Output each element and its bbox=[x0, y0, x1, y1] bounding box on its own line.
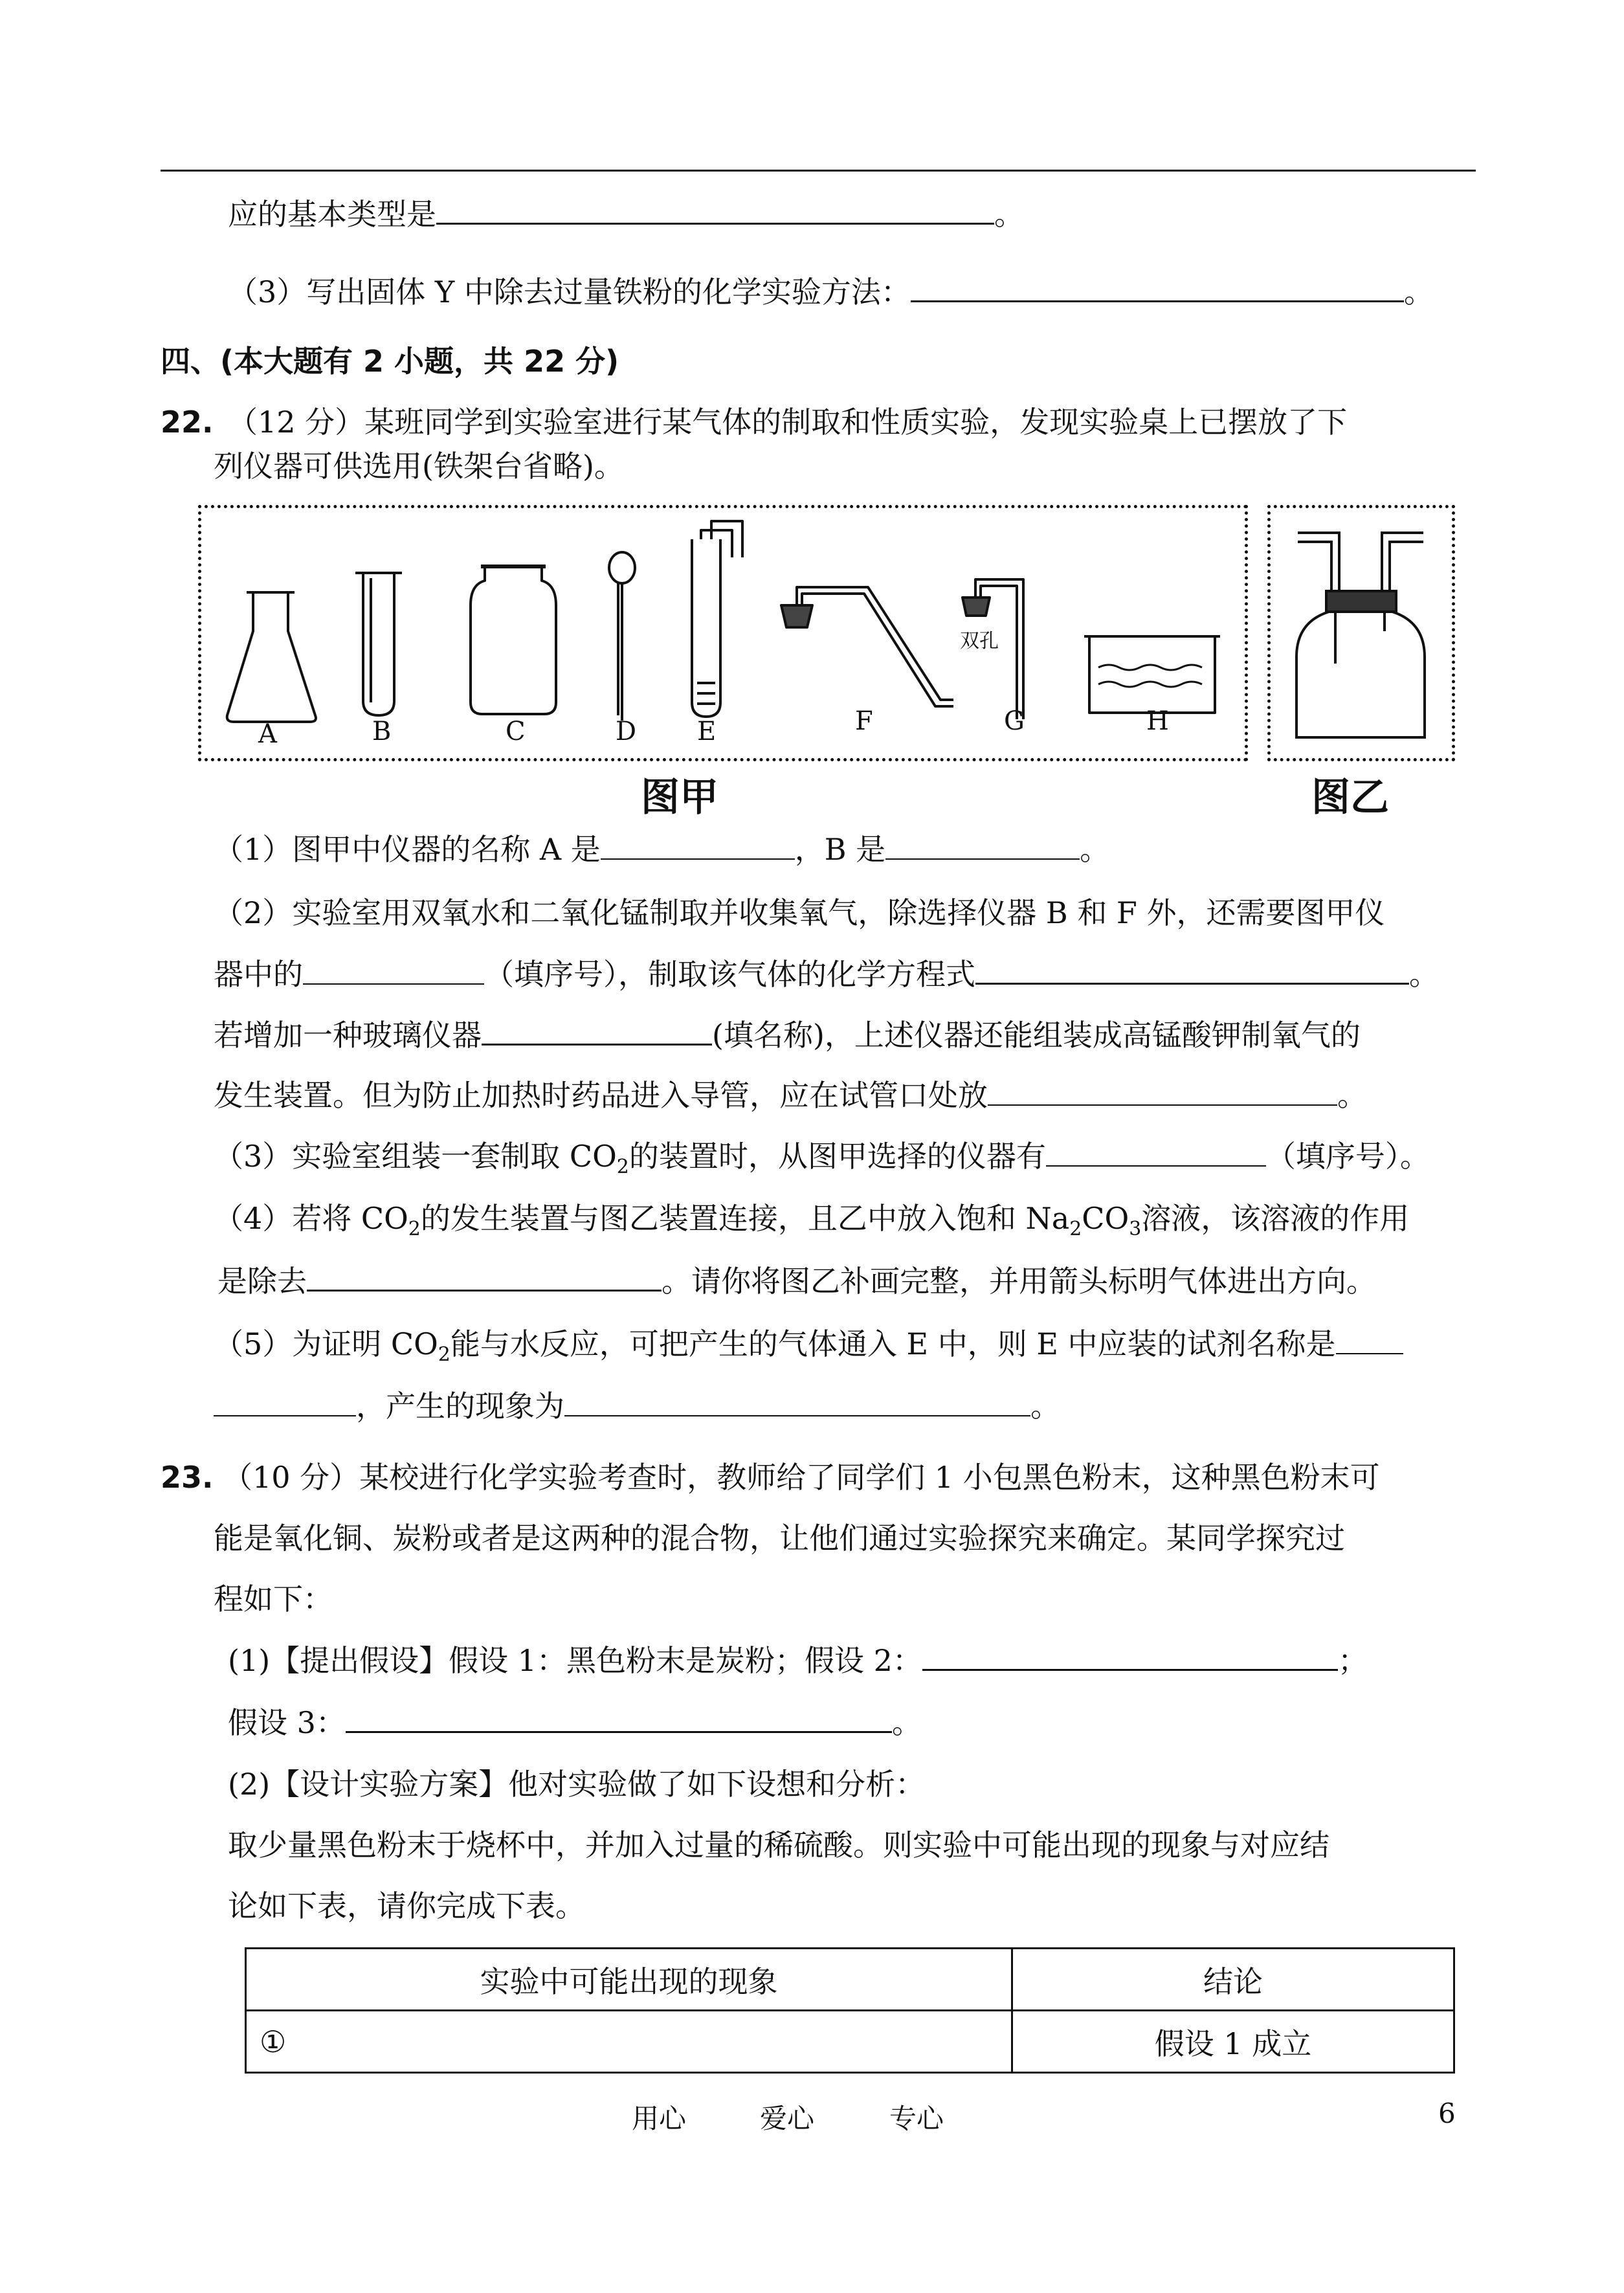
section-title: 四、(本大题有 2 小题，共 22 分) bbox=[161, 344, 619, 379]
prev-punct: 。 bbox=[994, 197, 1024, 232]
answer-blank[interactable] bbox=[346, 1703, 892, 1733]
q22-p2-text-g: 。 bbox=[1337, 1078, 1367, 1113]
q23-h2-text: 假设 3： bbox=[228, 1705, 346, 1740]
figure-yi-panel bbox=[1267, 505, 1455, 761]
subscript: 2 bbox=[616, 1156, 629, 1179]
prev-line bbox=[228, 194, 1024, 234]
apparatus-label-g: G bbox=[1004, 706, 1025, 736]
answer-blank[interactable] bbox=[975, 954, 1409, 985]
footer-item: 爱心 bbox=[760, 2103, 815, 2134]
answer-blank[interactable] bbox=[482, 1015, 712, 1046]
q23-design-line3: 论如下表，请你完成下表。 bbox=[228, 1888, 585, 1923]
answer-blank[interactable] bbox=[436, 194, 994, 225]
gas-jar-icon bbox=[471, 566, 556, 714]
q22-p2-text-f: 发生装置。但为防止加热时药品进入导管，应在试管口处放 bbox=[214, 1078, 988, 1113]
tube-with-inlet-icon bbox=[692, 539, 720, 717]
table-header-row bbox=[246, 1949, 1454, 2011]
inlet-tube-icon bbox=[1298, 542, 1331, 592]
apparatus-label-c: C bbox=[506, 717, 526, 746]
q23-h1-punct: ； bbox=[1337, 1643, 1368, 1678]
q22-p2-text-d: 若增加一种玻璃仪器 bbox=[214, 1018, 482, 1053]
answer-blank[interactable] bbox=[988, 1076, 1337, 1106]
apparatus-label-e: E bbox=[697, 717, 717, 746]
q23-line-1: （10 分）某校进行化学实验考查时，教师给了同学们 1 小包黑色粉末，这种黑色粉末可 bbox=[223, 1460, 1380, 1495]
answer-blank[interactable] bbox=[1336, 1325, 1403, 1354]
q23-h2-punct: 。 bbox=[891, 1705, 922, 1740]
q22-p4-text-b: 的发生装置与图乙装置连接，且乙中放入饱和 Na bbox=[420, 1201, 1070, 1236]
apparatus-label-h: H bbox=[1146, 706, 1169, 736]
prev-q3-punct: 。 bbox=[1403, 274, 1434, 309]
q23-number: 23. bbox=[161, 1460, 214, 1495]
figure-jia-panel bbox=[198, 505, 1248, 761]
subscript: 3 bbox=[1129, 1218, 1142, 1241]
stopper-delivery-tube-icon bbox=[781, 605, 812, 627]
q22-p5-text-a: （5）为证明 CO bbox=[214, 1326, 438, 1361]
answer-blank[interactable] bbox=[911, 272, 1404, 302]
q22-p1-text-b: ，B 是 bbox=[794, 832, 886, 867]
table-header: 结论 bbox=[1012, 1949, 1454, 2011]
answer-blank[interactable] bbox=[564, 1387, 1030, 1416]
prev-q3 bbox=[228, 272, 1434, 311]
q22-number: 22. bbox=[161, 405, 214, 440]
q22-p3-text-c: （填序号）。 bbox=[1265, 1139, 1430, 1174]
q23-line-3: 程如下： bbox=[214, 1582, 333, 1616]
q22-part-1 bbox=[214, 830, 1109, 869]
q22-p1-text-c: 。 bbox=[1080, 832, 1110, 867]
q23-design-line1: (2)【设计实验方案】他对实验做了如下设想和分析： bbox=[228, 1767, 926, 1802]
q22-part-4-line2 bbox=[217, 1261, 1376, 1301]
answer-blank[interactable] bbox=[922, 1640, 1338, 1671]
q22-p5-text-c: ，产生的现象为 bbox=[356, 1389, 564, 1424]
answer-blank[interactable] bbox=[214, 1387, 356, 1416]
q23-hypothesis-line2 bbox=[228, 1703, 922, 1742]
subscript: 2 bbox=[1069, 1218, 1082, 1241]
q23-design-line2: 取少量黑色粉末于烧杯中，并加入过量的稀硫酸。则实验中可能出现的现象与对应结 bbox=[228, 1828, 1329, 1862]
q22-p4-text-f: 。请你将图乙补画完整，并用箭头标明气体进出方向。 bbox=[662, 1264, 1376, 1299]
header-rule bbox=[161, 170, 1476, 172]
q22-p2-text-e: (填名称)，上述仪器还能组装成高锰酸钾制氧气的 bbox=[712, 1018, 1361, 1053]
q23-h1-text: (1)【提出假设】假设 1：黑色粉末是炭粉；假设 2： bbox=[228, 1643, 922, 1678]
table-cell: 假设 1 成立 bbox=[1012, 2011, 1454, 2073]
wash-bottle-icon bbox=[1296, 612, 1425, 737]
prev-text: 应的基本类型是 bbox=[228, 197, 436, 232]
q22-p5-text-d: 。 bbox=[1030, 1389, 1060, 1424]
q22-p4-text-c: CO bbox=[1082, 1201, 1129, 1236]
figure-yi-caption: 图乙 bbox=[1311, 775, 1389, 820]
wash-bottle-drawing bbox=[1271, 508, 1452, 758]
q22-p2-text-c: 。 bbox=[1409, 957, 1439, 992]
outlet-tube-icon bbox=[1390, 542, 1423, 592]
footer-item: 用心 bbox=[632, 2103, 687, 2134]
q22-part-2-line4 bbox=[214, 1076, 1367, 1115]
prev-q3-text: （3）写出固体 Y 中除去过量铁粉的化学实验方法： bbox=[228, 274, 911, 309]
q22-p4-text-d: 溶液，该溶液的作用 bbox=[1141, 1201, 1410, 1236]
q22-part-5-line2 bbox=[214, 1387, 1060, 1426]
conical-flask-icon bbox=[227, 592, 316, 722]
funnel-icon bbox=[609, 552, 635, 583]
q22-stem-2: 列仪器可供选用(铁架台省略)。 bbox=[214, 449, 624, 484]
double-hole-note: 双孔 bbox=[960, 630, 999, 653]
apparatus-drawings bbox=[201, 508, 1245, 758]
q22-p3-text-a: （3）实验室组装一套制取 CO bbox=[214, 1139, 617, 1174]
q22-p1-text-a: （1）图甲中仪器的名称 A 是 bbox=[214, 832, 601, 867]
q22-part-3 bbox=[214, 1137, 1430, 1179]
page-number: 6 bbox=[1438, 2097, 1456, 2129]
q22-p2-text-a: 器中的 bbox=[214, 957, 303, 992]
apparatus-label-a: A bbox=[258, 719, 277, 749]
apparatus-label-d: D bbox=[616, 717, 637, 746]
answer-blank[interactable] bbox=[1046, 1137, 1266, 1167]
table-cell[interactable]: ① bbox=[246, 2011, 1012, 2073]
q22-p4-text-a: （4）若将 CO bbox=[214, 1201, 408, 1236]
footer-item: 专心 bbox=[889, 2103, 944, 2134]
subscript: 2 bbox=[408, 1218, 421, 1241]
q22-p2-text-b: （填序号），制取该气体的化学方程式 bbox=[484, 957, 975, 992]
q22-stem-1: （12 分）某班同学到实验室进行某气体的制取和性质实验，发现实验桌上已摆放了下 bbox=[228, 405, 1348, 440]
q22-p3-text-b: 的装置时，从图甲选择的仪器有 bbox=[628, 1139, 1046, 1174]
apparatus-label-b: B bbox=[372, 717, 392, 746]
q22-p4-text-e: 是除去 bbox=[217, 1264, 307, 1299]
test-tube-icon bbox=[363, 573, 394, 715]
q22-part-2-line3 bbox=[214, 1015, 1361, 1055]
water-trough-icon bbox=[1089, 636, 1215, 713]
figure-jia-caption: 图甲 bbox=[641, 775, 718, 820]
double-hole-stopper-icon bbox=[962, 598, 990, 616]
q23-hypothesis-line1 bbox=[228, 1640, 1368, 1680]
answer-blank[interactable] bbox=[601, 830, 795, 860]
table-row bbox=[246, 2011, 1454, 2073]
q22-part-2-line1: （2）实验室用双氧水和二氧化锰制取并收集氧气，除选择仪器 B 和 F 外，还需要图甲仪 bbox=[214, 895, 1385, 930]
q22-part-2-line2 bbox=[214, 954, 1439, 994]
apparatus-label-f: F bbox=[855, 706, 873, 736]
q23-line-2: 能是氧化铜、炭粉或者是这两种的混合物，让他们通过实验探究来确定。某同学探究过 bbox=[214, 1521, 1345, 1556]
results-table bbox=[245, 1947, 1455, 2074]
answer-blank[interactable] bbox=[307, 1261, 662, 1292]
subscript: 2 bbox=[438, 1343, 450, 1367]
answer-blank[interactable] bbox=[885, 830, 1080, 860]
q22-p5-text-b: 能与水反应，可把产生的气体通入 E 中，则 E 中应装的试剂名称是 bbox=[450, 1326, 1336, 1361]
answer-blank[interactable] bbox=[303, 955, 484, 985]
table-header: 实验中可能出现的现象 bbox=[246, 1949, 1012, 2011]
q22-part-4-line1 bbox=[214, 1199, 1410, 1241]
q22-part-5-line1 bbox=[214, 1325, 1403, 1367]
